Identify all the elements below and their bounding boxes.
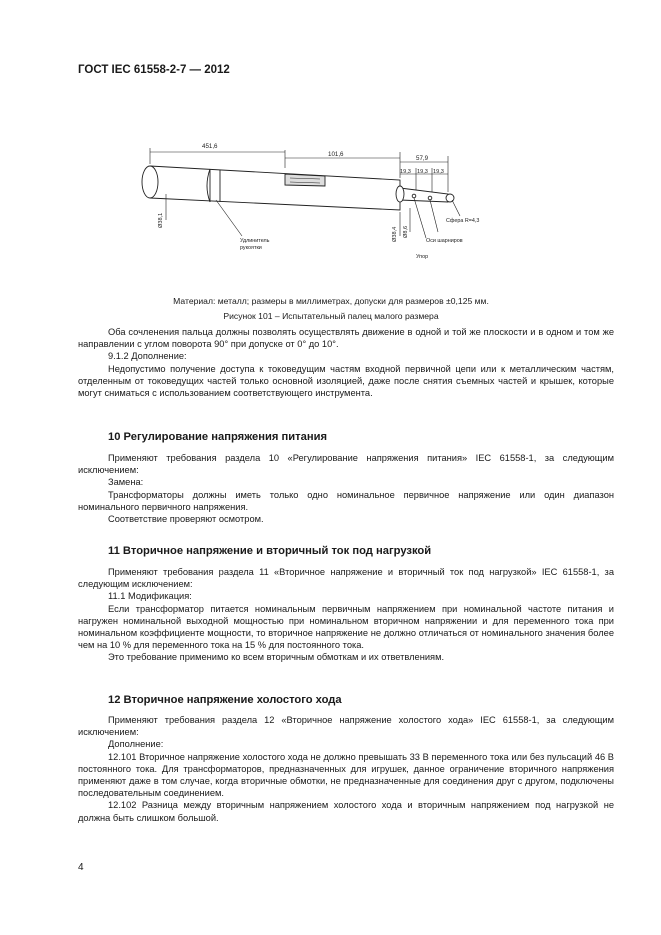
paragraph: Трансформаторы должны иметь только одно номинальное первичное напряжение или один диапазон номинального первичного напряжения.: [78, 489, 614, 512]
dim-19-a: 19,3: [400, 169, 411, 175]
test-finger-drawing: [130, 128, 490, 268]
paragraph: Применяют требования раздела 11 «Вторичное напряжение и вторичный ток под нагрузкой» IEC 61558-1, за следующим исключением:: [78, 567, 614, 590]
paragraph: Если трансформатор питается номинальным первичным напряжением при номинальной частоте питания и нагружен номинальной выходной мощностью при номинальном вторичном напряжении и для переменного тока при номинальном коэффициенте мощности, то вторичное напряжение не должно отличаться от номинального значения более чем на 10 % для переменного тока на 15 % для постоянного тока.: [78, 603, 614, 651]
dim-57: 57,9: [416, 155, 429, 162]
dim-dia-8-6: Ø8,6: [403, 225, 409, 238]
text-block-1: [78, 326, 614, 399]
paragraph: Замена:: [108, 477, 144, 488]
label-sphere: Сфера R=4,3: [446, 218, 480, 224]
figure-material-note: Материал: металл; размеры в миллиметрах, допуски для размеров ±0,125 мм.: [173, 296, 489, 306]
section-10-heading: 10 Регулирование напряжения питания: [108, 431, 327, 443]
dim-dia-38-1: Ø38,1: [158, 212, 164, 228]
paragraph: Дополнение:: [108, 739, 164, 750]
paragraph: Соответствие проверяют осмотром.: [108, 514, 264, 525]
label-extender-2: рукоятки: [240, 245, 262, 251]
dim-19-c: 19,3: [433, 169, 444, 175]
paragraph: 11.1 Модификация:: [108, 591, 192, 602]
paragraph: Недопустимо получение доступа к токоведущим частям входной первичной цепи или к металлическим частям, отделенным от токоведущих частей только основной изоляцией, даже после снятия съемных частей и крышек, которые могут сниматься с использованием соответствующего инструмента.: [78, 363, 614, 399]
section-12-text: [78, 714, 614, 824]
rod-outline: [150, 166, 400, 210]
paragraph: Применяют требования раздела 12 «Вторичное напряжение холостого хода» IEC 61558-1, за следующим исключением:: [78, 715, 614, 738]
label-extender-1: Удлинитель: [240, 238, 270, 244]
paragraph: 12.101 Вторичное напряжение холостого хода не должно превышать 33 В переменного тока или без пульсаций 46 В постоянного тока. Для трансформаторов, предназначенных для игрушек, данное ограничение вторичного напряжения применяют даже в том случае, когда вторичные обмотки, не предназначенные для соединения друг с другом, подключены последовательным соединением.: [78, 751, 614, 799]
paragraph: 9.1.2 Дополнение:: [108, 351, 187, 362]
dim-dia-38-4: Ø38,4: [392, 226, 398, 242]
label-stop: Упор: [416, 254, 429, 260]
section-11-text: [78, 566, 614, 664]
figure-caption: Рисунок 101 – Испытательный палец малого размера: [223, 311, 439, 321]
paragraph: Применяют требования раздела 10 «Регулирование напряжения питания» IEC 61558-1, за следующим исключением:: [78, 453, 614, 476]
section-12-heading: 12 Вторичное напряжение холостого хода: [108, 694, 342, 706]
section-11-heading: 11 Вторичное напряжение и вторичный ток под нагрузкой: [108, 545, 432, 557]
paragraph: Оба сочленения пальца должны позволять осуществлять движение в одной и той же плоскости и в одном и том же направлении с углом поворота 90° при допуске от 0° до 10°.: [78, 327, 614, 350]
dim-451: 451,6: [202, 143, 218, 150]
dim-101: 101,6: [328, 151, 344, 158]
section-10-text: [78, 452, 614, 525]
page-number: 4: [78, 862, 84, 873]
document-header: ГОСТ IEC 61558-2-7 — 2012: [78, 64, 230, 76]
paragraph: Это требование применимо ко всем вторичным обмоткам и их ответвлениям.: [108, 652, 445, 663]
label-hinge-axes: Оси шарниров: [426, 238, 463, 244]
paragraph: 12.102 Разница между вторичным напряжением холостого хода и вторичным напряжением под нагрузкой не должна быть слишком большой.: [78, 800, 614, 823]
dim-19-b: 19,3: [417, 169, 428, 175]
